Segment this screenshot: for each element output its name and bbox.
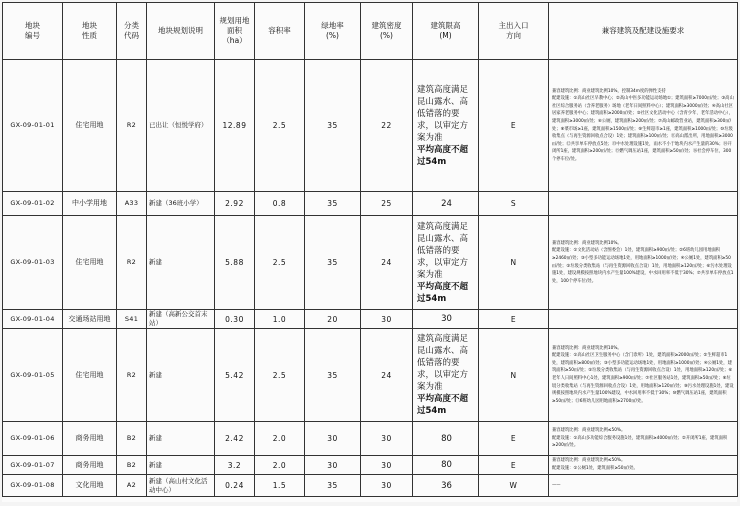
cell-class-code: R2	[117, 329, 147, 422]
header-plan-desc: 地块规划说明	[147, 3, 215, 60]
cell-build-density: 30	[361, 422, 413, 456]
cell-class-code: B2	[117, 422, 147, 456]
cell-class-code: S41	[117, 310, 147, 329]
height-value: 平均高度不超过54m	[417, 394, 469, 416]
cell-entrance: E	[479, 60, 549, 192]
cell-plan-desc: 新建	[147, 329, 215, 422]
cell-land-nature: 交通场站用地	[63, 310, 117, 329]
cell-parcel-id: GX-09-01-03	[3, 216, 63, 310]
cell-facilities: 兼容建筑比例：商业建筑比例10%。 配建设施：①文化活动站（含图委会）1处，建筑面积≥900㎡/处；②6班幼儿园用地面积≥2460㎡/处；③小型多功能运动场地1处，用地面积≥1000㎡/处；④公厕1处，建筑面积≥50㎡/处；⑤垃圾分类收集站（与再生资源回收点合设）1处，用地面积≥120㎡/处；⑥污水处理设施1处，建设规模按照地块内水产生量100%建设，中水回用率不低于30%；⑦共享单车停放点1处，100个停车位/处。	[549, 216, 738, 310]
header-far: 容积率	[255, 3, 305, 60]
cell-parcel-id: GX-09-01-05	[3, 329, 63, 422]
cell-green-rate: 30	[305, 456, 361, 475]
cell-parcel-id: GX-09-01-04	[3, 310, 63, 329]
cell-height-limit	[413, 192, 479, 216]
cell-build-density: 25	[361, 192, 413, 216]
cell-area: 12.89	[215, 60, 255, 192]
cell-entrance: E	[479, 456, 549, 475]
cell-build-density: 24	[361, 329, 413, 422]
cell-height-limit	[413, 60, 479, 192]
header-build-density: 建筑密度 (%)	[361, 3, 413, 60]
cell-facilities: 兼容建筑比例：商业建筑比例10%。 配建设施：①高山社区卫生服务中心（含门诊所）1处，建筑面积≥2000㎡/处；②生鲜超市1处，建筑面积≥800㎡/处；③小型多功能运动场地1处，用地面积≥1000㎡/处；④公厕1处，建筑面积≥50㎡/处；⑤垃圾分类收集站（与再生资源回收点合设）1处，用地面积≥120㎡/处；⑥老年人日间照料中心1处，建筑面积≥900㎡/处；⑦社区服务站1处，建筑面积≥50㎡/处；⑧垃圾分类收集站（与再生资源回收点合设）1处，用地面积≥120㎡/处；⑨污水处理设施1处，建设规模按照地块内水产生量100%建设，中水回用率不低于30%；⑩燃气调压站1座，建筑面积≥50㎡/处；⑪6班幼儿园用地面积≥2700㎡/处。	[549, 329, 738, 422]
cell-entrance: E	[479, 422, 549, 456]
cell-facilities	[549, 310, 738, 329]
cell-land-nature: 住宅用地	[63, 60, 117, 192]
cell-area: 3.2	[215, 456, 255, 475]
cell-class-code: R2	[117, 60, 147, 192]
cell-class-code: A2	[117, 475, 147, 497]
cell-class-code: B2	[117, 456, 147, 475]
cell-plan-desc: 新建（高山村文化活动中心）	[147, 475, 215, 497]
land-use-control-table	[2, 2, 738, 497]
cell-far: 2.5	[255, 60, 305, 192]
header-height-limit: 建筑限高 (M)	[413, 3, 479, 60]
cell-height-limit	[413, 329, 479, 422]
cell-build-density: 22	[361, 60, 413, 192]
cell-entrance: N	[479, 329, 549, 422]
cell-green-rate: 30	[305, 422, 361, 456]
height-value: 24	[441, 198, 452, 209]
cell-green-rate: 35	[305, 329, 361, 422]
cell-green-rate: 35	[305, 216, 361, 310]
cell-parcel-id: GX-09-01-01	[3, 60, 63, 192]
header-facilities: 兼容建筑及配建设施要求	[549, 3, 738, 60]
cell-land-nature: 商务用地	[63, 456, 117, 475]
cell-plan-desc: 新建	[147, 456, 215, 475]
cell-facilities: ——	[549, 475, 738, 497]
cell-land-nature: 住宅用地	[63, 216, 117, 310]
cell-facilities	[549, 192, 738, 216]
cell-area: 0.24	[215, 475, 255, 497]
cell-plan-desc: 已出让（恒悦学府）	[147, 60, 215, 192]
cell-green-rate: 20	[305, 310, 361, 329]
cell-parcel-id: GX-09-01-06	[3, 422, 63, 456]
cell-area: 5.88	[215, 216, 255, 310]
table-row	[3, 310, 738, 329]
cell-class-code: R2	[117, 216, 147, 310]
table-row	[3, 475, 738, 497]
cell-land-nature: 文化用地	[63, 475, 117, 497]
cell-height-limit	[413, 475, 479, 497]
cell-area: 0.30	[215, 310, 255, 329]
header-land-nature: 地块 性质	[63, 3, 117, 60]
height-value: 36	[441, 480, 452, 491]
height-value: 80	[441, 433, 452, 444]
cell-green-rate: 35	[305, 475, 361, 497]
cell-facilities: 兼容建筑比例：商业建筑比例≤50%。 配建设施：①公厕1处，建筑面积≥50㎡/处。	[549, 456, 738, 475]
table-row	[3, 60, 738, 192]
cell-parcel-id: GX-09-01-07	[3, 456, 63, 475]
cell-entrance: N	[479, 216, 549, 310]
cell-plan-desc: 新建	[147, 216, 215, 310]
height-value: 30	[441, 314, 452, 324]
header-entrance: 主出入口 方向	[479, 3, 549, 60]
cell-build-density: 24	[361, 216, 413, 310]
cell-build-density: 30	[361, 310, 413, 329]
cell-plan-desc: 新建	[147, 422, 215, 456]
height-value: 80	[441, 460, 452, 470]
cell-height-limit	[413, 310, 479, 329]
cell-height-limit	[413, 422, 479, 456]
table-row	[3, 192, 738, 216]
cell-far: 2.0	[255, 422, 305, 456]
height-note: 建筑高度满足昆山露水、高低错落的要求，以审定方案为准	[417, 221, 469, 280]
cell-entrance: W	[479, 475, 549, 497]
header-parcel-id: 地块 编号	[3, 3, 63, 60]
height-note: 建筑高度满足昆山露水、高低错落的要求，以审定方案为准	[417, 84, 469, 143]
header-row	[3, 3, 738, 60]
cell-land-nature: 住宅用地	[63, 329, 117, 422]
cell-far: 0.8	[255, 192, 305, 216]
cell-area: 2.92	[215, 192, 255, 216]
cell-plan-desc: 新建（36班小学）	[147, 192, 215, 216]
cell-land-nature: 商务用地	[63, 422, 117, 456]
cell-green-rate: 35	[305, 60, 361, 192]
header-class-code: 分类 代码	[117, 3, 147, 60]
cell-area: 2.42	[215, 422, 255, 456]
cell-parcel-id: GX-09-01-02	[3, 192, 63, 216]
table-row	[3, 329, 738, 422]
height-value: 平均高度不超过54m	[417, 144, 469, 167]
cell-far: 2.5	[255, 329, 305, 422]
planning-table-sheet	[2, 2, 737, 502]
cell-entrance: S	[479, 192, 549, 216]
cell-green-rate: 35	[305, 192, 361, 216]
cell-land-nature: 中小学用地	[63, 192, 117, 216]
header-green-rate: 绿地率 (%)	[305, 3, 361, 60]
cell-build-density: 30	[361, 475, 413, 497]
cell-facilities: 兼容建筑比例：商业建筑比例≤50%。 配建设施：①高山多功能综合服务设施1处，建筑面积≥4000㎡/处；②开闭所1座，建筑面积≥200㎡/处。	[549, 422, 738, 456]
table-row	[3, 422, 738, 456]
cell-height-limit	[413, 456, 479, 475]
cell-far: 1.5	[255, 475, 305, 497]
table-row	[3, 216, 738, 310]
cell-build-density: 30	[361, 456, 413, 475]
height-value: 平均高度不超过54m	[417, 281, 469, 304]
cell-facilities: 兼容建筑比例：商业建筑比例10%，控制34m度的弹性支持 配建设施：①高山社区早教中心；②高山中医多功能运动场地①；建筑面积≥7000㎡/处；③高山社区综合服务站（含养老服务）场地（老年日间照料中心）；建筑面积≥3000㎡/处；④高山社区居家养老服务中心；建筑面积≥2000㎡/处；⑤社区文化活动中心（含青少年、老年活动中心），建筑面积≥3000㎡/处；⑥公厕，建筑面积≥200㎡/处；⑦高山邮政营业站，建筑面积≥300㎡/处；⑧菜市场≥1座，建筑面积≥1500㎡/处；⑨生鲜超市≥1座，建筑面积≥1000㎡/处；⑩垃圾收集点（与再生资源回收点合设）1处；建筑面积≥100㎡/处；⑪高山派出所，用地面积≥3000㎡/处；⑫共享单车停放点5处；⑬中水处理设施1处，雨水不小于地块内水产生量的30%；⑭开闭所1座，建筑面积≥200㎡/处；⑮燃气调压站1座，建筑面积≥50㎡/处；⑯社会停车位，300个停车位/处。	[549, 60, 738, 192]
cell-far: 2.0	[255, 456, 305, 475]
cell-entrance: E	[479, 310, 549, 329]
cell-height-limit	[413, 216, 479, 310]
cell-far: 1.0	[255, 310, 305, 329]
cell-area: 5.42	[215, 329, 255, 422]
cell-parcel-id: GX-09-01-08	[3, 475, 63, 497]
height-note: 建筑高度满足昆山露水、高低错落的要求，以审定方案为准	[417, 334, 469, 392]
cell-plan-desc: 新建（高新公交首末站）	[147, 310, 215, 329]
cell-far: 2.5	[255, 216, 305, 310]
header-area: 规划用地 面积（ha）	[215, 3, 255, 60]
table-row	[3, 456, 738, 475]
cell-class-code: A33	[117, 192, 147, 216]
